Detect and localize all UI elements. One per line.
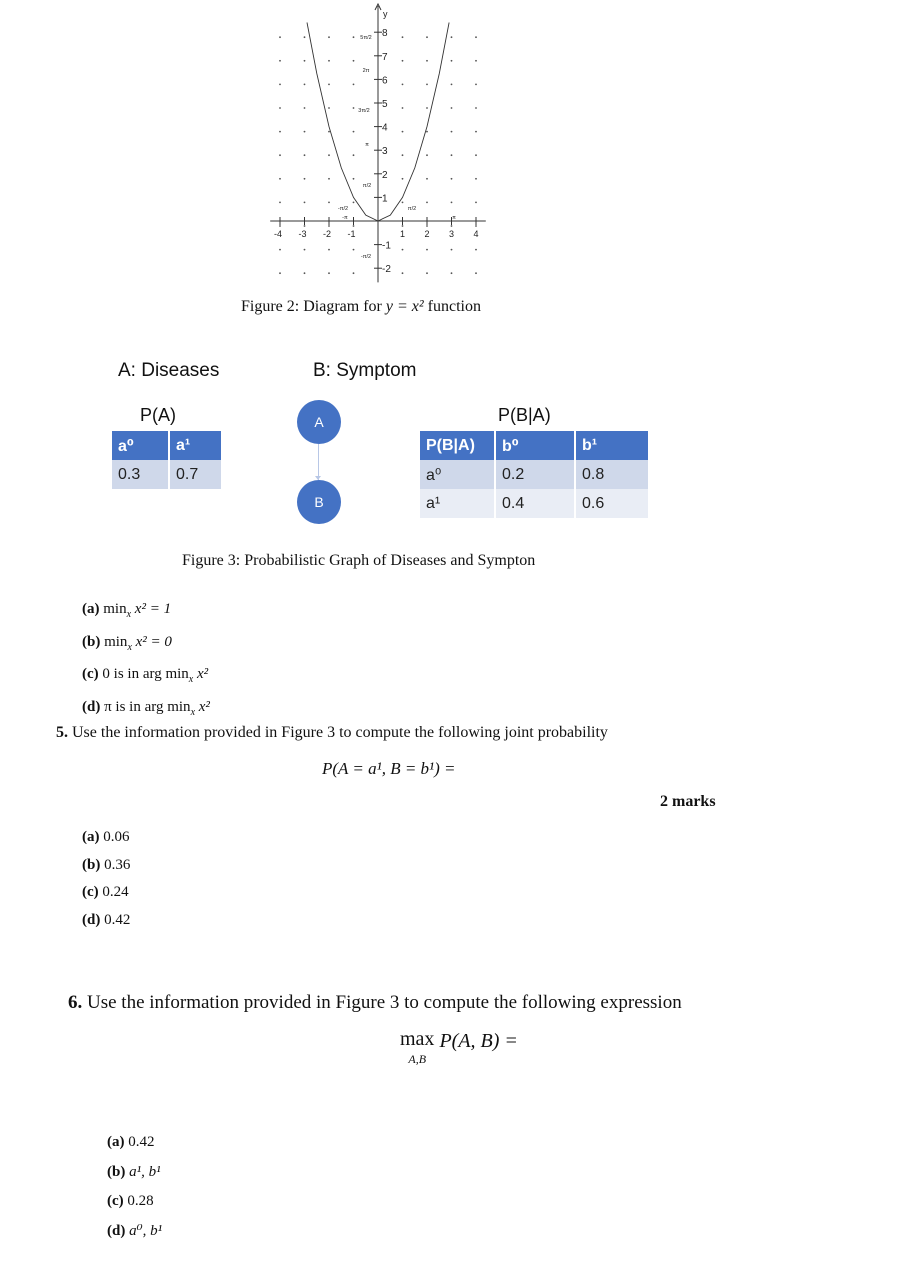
grid-dot [279, 202, 281, 204]
grid-dot [353, 249, 355, 251]
y-tick-label: 1 [382, 193, 388, 205]
grid-dot [451, 107, 453, 109]
grid-dot [475, 154, 477, 156]
grid-dot [353, 154, 355, 156]
grid-dot [426, 84, 428, 86]
grid-dot [475, 131, 477, 133]
grid-dot [279, 154, 281, 156]
grid-dot [304, 60, 306, 62]
pba-cell: a⁰ [420, 460, 495, 489]
grid-dot [451, 272, 453, 274]
y-tick-label: 8 [382, 28, 388, 40]
grid-dot [451, 36, 453, 38]
grid-dot [279, 107, 281, 109]
grid-dot [402, 154, 404, 156]
x-tick-label: 2 [424, 229, 430, 239]
pa-value-row [112, 460, 222, 489]
pba-header-cell: b⁰ [495, 431, 575, 460]
grid-dot [475, 84, 477, 86]
grid-dot [451, 225, 453, 227]
y-tick-label: 5 [382, 99, 388, 110]
x-tick-label: -4 [273, 229, 283, 239]
x-tick-label: 4 [473, 229, 479, 239]
grid-dot [451, 249, 453, 251]
grid-dot [328, 272, 330, 274]
grid-dot [304, 202, 306, 204]
pba-header-row [420, 431, 649, 460]
pi-label: π/2 [407, 206, 417, 212]
grid-dot [426, 272, 428, 274]
pi-label: -π/2 [337, 206, 349, 212]
grid-dot [353, 60, 355, 62]
figure2-caption: Figure 2: Diagram for y = x² function [241, 298, 481, 315]
symptom-title: B: Symptom [313, 360, 417, 381]
grid-dot [451, 178, 453, 180]
grid-dot [426, 249, 428, 251]
grid-dot [328, 202, 330, 204]
question-6: 6. Use the information provided in Figure 3 to compute the following expression [68, 992, 682, 1013]
grid-dot [475, 249, 477, 251]
grid-dot [353, 202, 355, 204]
parabola-plot [270, 0, 490, 285]
grid-dot [402, 202, 404, 204]
q6-option: (b) a¹, b¹ [107, 1163, 161, 1180]
grid-dot [304, 225, 306, 227]
q6-option: (d) a⁰, b¹ [107, 1222, 163, 1239]
x-tick-label: -1 [347, 229, 356, 239]
pa-title: P(A) [140, 405, 176, 425]
grid-dot [304, 178, 306, 180]
pa-header-cell: a¹ [169, 431, 222, 460]
grid-dot [402, 225, 404, 227]
q4-option: (a) $\min_x x^2 = 1$ [82, 601, 172, 620]
grid-dot [279, 36, 281, 38]
pba-cell: 0.4 [495, 489, 575, 518]
y-tick-label: -2 [382, 264, 391, 276]
grid-dot [475, 225, 477, 227]
grid-dot [475, 178, 477, 180]
q4-option: (b) $\min_x x^2 = 0$ [82, 633, 172, 653]
pa-header-row [112, 431, 222, 460]
y-tick-label: 2 [382, 169, 388, 181]
grid-dot [328, 225, 330, 227]
grid-dot [279, 272, 281, 274]
grid-dot [402, 84, 404, 86]
grid-dot [328, 131, 330, 133]
figure3-caption: Figure 3: Probabilistic Graph of Diseases and Sympton [182, 552, 536, 569]
grid-dot [353, 225, 355, 227]
plot-tick-labels [274, 9, 479, 275]
y-tick-label: 6 [382, 75, 388, 87]
grid-dot [451, 131, 453, 133]
grid-dot [353, 84, 355, 86]
grid-dot [475, 272, 477, 274]
grid-dot [402, 36, 404, 38]
grid-dot [475, 202, 477, 204]
grid-dot [451, 84, 453, 86]
grid-dot [328, 249, 330, 251]
grid-dot [426, 225, 428, 227]
grid-dot [475, 36, 477, 38]
grid-dot [402, 131, 404, 133]
grid-dot [279, 84, 281, 86]
y-tick-label: 4 [382, 122, 388, 134]
grid-dot [426, 131, 428, 133]
pba-header-cell: P(B|A) [420, 431, 495, 460]
q4-option: (c) 0 is in arg $\min_x x^2$ [82, 666, 209, 685]
pa-value-cell: 0.7 [169, 460, 222, 489]
pba-cell: a¹ [420, 489, 495, 518]
q6-option: (c) 0.28 [107, 1193, 154, 1209]
grid-dot [402, 60, 404, 62]
grid-dot [328, 107, 330, 109]
grid-dot [402, 178, 404, 180]
grid-dot [328, 36, 330, 38]
grid-dot [426, 36, 428, 38]
q5-option: (a) 0.06 [82, 829, 130, 845]
grid-dot [304, 107, 306, 109]
grid-dot [353, 36, 355, 38]
grid-dot [475, 107, 477, 109]
grid-dot [304, 84, 306, 86]
q5-marks: 2 marks [660, 793, 716, 810]
pi-label: π [452, 215, 456, 221]
grid-dot [402, 107, 404, 109]
grid-dot [304, 36, 306, 38]
q6-options [107, 1128, 162, 1246]
q5-option: (c) 0.24 [82, 884, 129, 900]
grid-dot [328, 60, 330, 62]
grid-dot [279, 60, 281, 62]
grid-dot [402, 272, 404, 274]
edge-a-to-b [318, 444, 319, 480]
plot-axes [270, 4, 486, 282]
grid-dot [304, 131, 306, 133]
pa-table [112, 431, 223, 489]
grid-dot [328, 178, 330, 180]
pi-label: π/2 [362, 183, 372, 189]
grid-dot [451, 202, 453, 204]
node-a: A [297, 400, 341, 444]
pba-title: P(B|A) [498, 405, 551, 425]
grid-dot [279, 178, 281, 180]
grid-dot [402, 249, 404, 251]
grid-dot [328, 154, 330, 156]
pi-label: 5π/2 [360, 35, 372, 41]
q4-options [82, 596, 210, 726]
q5-formula: P(A = a¹, B = b¹) = [322, 759, 456, 778]
pi-label: 2π [362, 68, 370, 74]
q5-option: (d) 0.42 [82, 911, 131, 928]
y-tick-label: 3 [382, 146, 388, 158]
pba-table [420, 431, 650, 518]
grid-dot [426, 178, 428, 180]
grid-dot [304, 272, 306, 274]
q5-option: (b) 0.36 [82, 856, 131, 873]
q6-formula: max A,B P(A, B) = [400, 1028, 518, 1066]
grid-dot [353, 131, 355, 133]
pi-label: 3π/2 [358, 108, 370, 114]
y-tick-label: 7 [382, 51, 388, 63]
x-tick-label: 1 [399, 229, 406, 239]
pba-row [420, 460, 649, 489]
grid-dot [328, 84, 330, 86]
diseases-title: A: Diseases [118, 360, 220, 381]
x-tick-label: 3 [448, 229, 455, 239]
grid-dot [353, 272, 355, 274]
pi-label: π [365, 142, 369, 148]
grid-dot [475, 60, 477, 62]
grid-dot [279, 225, 281, 227]
pi-label: -π/2 [360, 254, 372, 260]
pa-value-cell: 0.3 [112, 460, 169, 489]
x-tick-label: -2 [322, 229, 332, 239]
grid-dot [353, 107, 355, 109]
pba-cell: 0.8 [575, 460, 649, 489]
grid-dot [304, 154, 306, 156]
grid-dot [451, 60, 453, 62]
grid-dot [426, 154, 428, 156]
pba-cell: 0.2 [495, 460, 575, 489]
grid-dot [304, 249, 306, 251]
q5-options [82, 824, 130, 934]
y-tick-label: -1 [382, 240, 391, 252]
grid-dot [279, 131, 281, 133]
pi-label: -π [342, 215, 348, 221]
grid-dot [426, 60, 428, 62]
y-axis-label: y [383, 9, 388, 19]
question-5: 5. Use the information provided in Figure 3 to compute the following joint probability [56, 724, 608, 741]
q6-option: (a) 0.42 [107, 1134, 155, 1150]
q4-option: (d) π is in arg $\min_x x^2$ [82, 698, 210, 718]
x-tick-label: -3 [298, 229, 307, 239]
grid-dot [279, 249, 281, 251]
pba-cell: 0.6 [575, 489, 649, 518]
pa-header-cell: a⁰ [112, 431, 169, 460]
grid-dot [451, 154, 453, 156]
grid-dot [426, 107, 428, 109]
grid-dot [426, 202, 428, 204]
grid-dot [353, 178, 355, 180]
node-b: B [297, 480, 341, 524]
pba-row [420, 489, 649, 518]
pba-header-cell: b¹ [575, 431, 649, 460]
